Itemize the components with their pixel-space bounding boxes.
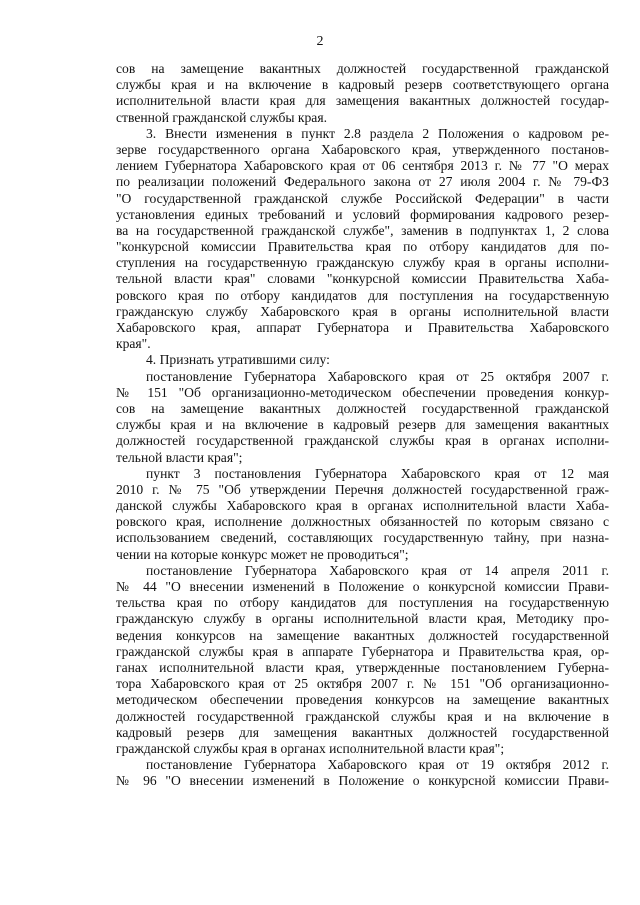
text-line: постановление Губернатора Хабаровского края от 25 октября 2007 г. [146, 368, 609, 384]
text-line: службы края и на включение в кадровый резерв соответствующего органа [116, 77, 609, 93]
text-line: 2010 г. № 75 "Об утверждении Перечня должностей государственной граж- [116, 481, 609, 497]
text-line: пункт 3 постановления Губернатора Хабаровского края от 12 мая [146, 465, 609, 481]
text-line: зерве государственного органа Хабаровского края, утвержденного постанов- [116, 141, 609, 157]
text-line: 4. Признать утратившими силу: [146, 352, 330, 368]
text-line: гражданскую службу в органы исполнительной власти края, Методику про- [116, 611, 609, 627]
text-line: тельства края по отбору кандидатов для поступления на государственную [116, 595, 609, 611]
text-line: "О государственной гражданской службе Российской Федерации" в части [116, 190, 609, 206]
text-line: тора Хабаровского края от 25 октября 2007 г. № 151 "Об организационно- [116, 676, 609, 692]
text-line: постановление Губернатора Хабаровского края от 19 октября 2012 г. [146, 757, 609, 773]
text-line: ровского края, исполнение должностных обязанностей по которым связано с [116, 514, 609, 530]
text-line: использованием сведений, составляющих государственную тайну, при назна- [116, 530, 609, 546]
text-line: гражданской службы края в органах исполнительной власти края"; [116, 740, 505, 756]
text-line: ведения конкурсов на замещение вакантных должностей государственной [116, 627, 609, 643]
text-line: ва на государственной гражданской службе", заменив в подпунктах 1, 2 слова [116, 222, 609, 238]
text-line: 3. Внести изменения в пункт 2.8 раздела 2 Положения о кадровом ре- [146, 125, 609, 141]
text-line: Хабаровского края, аппарат Губернатора и Правительства Хабаровского [116, 320, 609, 335]
text-line: по реализации положений Федерального закона от 27 июля 2004 г. № 79-ФЗ [116, 174, 609, 190]
text-line: сов на замещение вакантных должностей государственной гражданской [116, 61, 609, 76]
document-body [116, 61, 609, 789]
text-line: ровского края по отбору кандидатов для поступления на государственную [116, 287, 609, 303]
text-line: постановление Губернатора Хабаровского края от 14 апреля 2011 г. [146, 562, 609, 578]
page-number: 2 [316, 34, 324, 49]
text-line: № 96 "О внесении изменений в Положение о конкурсной комиссии Прави- [116, 773, 609, 789]
text-line: края". [116, 336, 151, 352]
text-line: данской службы Хабаровского края в органах исполнительной власти Хаба- [116, 498, 609, 514]
text-line: тельной власти края"; [116, 449, 243, 465]
text-line: должностей государственной гражданской службы края в органах исполни- [116, 433, 609, 449]
text-line: ганах исполнительной власти края, утвержденные постановлением Губерна- [116, 659, 609, 675]
text-line: гражданской службы края в аппарате Губернатора и Правительства края, ор- [116, 643, 609, 659]
text-line: методическом обеспечении проведения конкурсов на замещение вакантных [116, 692, 609, 708]
text-line: гражданскую службу Хабаровского края в органы исполнительной власти [116, 303, 609, 319]
text-line: "конкурсной комиссии Правительства края по отбору кандидатов для по- [116, 239, 609, 255]
text-line: № 44 "О внесении изменений в Положение о конкурсной комиссии Прави- [116, 579, 609, 594]
text-line: сов на замещение вакантных должностей государственной гражданской [116, 400, 609, 416]
text-line: ступления на государственную гражданскую службу края в органы исполни- [116, 255, 609, 271]
text-line: ственной гражданской службы края. [116, 109, 327, 125]
text-line: чении на которые конкурс может не проводиться"; [116, 546, 409, 562]
text-line: тельной власти края" словами "конкурсной комиссии Правительства Хаба- [116, 271, 609, 287]
text-line: установления единых требований и условий формирования кадрового резер- [116, 206, 609, 222]
text-line: службы края и на включение в кадровый резерв для замещения вакантных [116, 417, 609, 433]
text-line: должностей государственной гражданской службы края и на включение в [116, 708, 609, 724]
text-line: № 151 "Об организационно-методическом обеспечении проведения конкур- [116, 384, 609, 400]
text-line: исполнительной власти края для замещения вакантных должностей государ- [116, 93, 609, 109]
text-line: кадровый резерв для замещения вакантных должностей государственной [116, 724, 609, 740]
text-line: лением Губернатора Хабаровского края от 06 сентября 2013 г. № 77 "О мерах [116, 158, 609, 174]
